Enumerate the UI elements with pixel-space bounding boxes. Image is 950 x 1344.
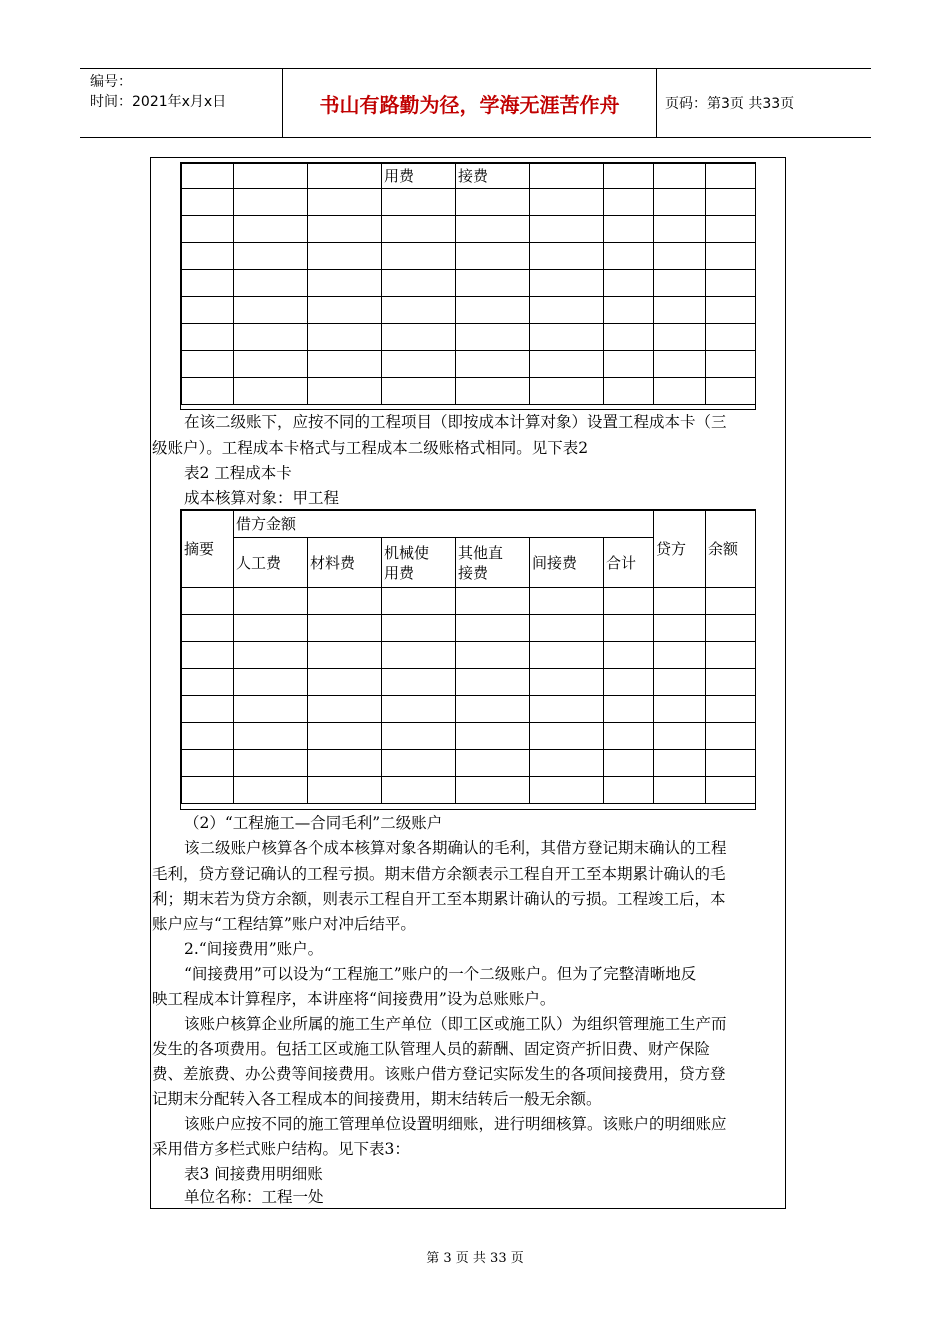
table-cell — [530, 189, 604, 216]
table-cell — [654, 351, 706, 378]
table1-cell: 用费 — [382, 164, 456, 189]
table-cell — [382, 588, 456, 615]
paragraph4-line2: 发生的各项费用。包括工区或施工队管理人员的薪酬、固定资产折旧费、财产保险 — [152, 1040, 711, 1058]
table-cell — [654, 588, 706, 615]
table-cell — [234, 750, 308, 777]
table-cell — [530, 588, 604, 615]
table-row — [182, 270, 756, 297]
table-cell — [382, 216, 456, 243]
table-cell — [604, 669, 654, 696]
table-cell — [654, 696, 706, 723]
table-cell — [234, 189, 308, 216]
table-cell — [456, 642, 530, 669]
table-cell — [654, 723, 706, 750]
paragraph4-line4: 记期末分配转入各工程成本的间接费用，期末结转后一般无余额。 — [152, 1090, 602, 1108]
table-row — [182, 378, 756, 405]
table-cell — [456, 216, 530, 243]
table-cell — [234, 615, 308, 642]
table-cell — [234, 324, 308, 351]
table-cell — [308, 777, 382, 804]
table-cell — [654, 378, 706, 405]
table-cell — [382, 669, 456, 696]
table2-cost-object: 成本核算对象：甲工程 — [184, 489, 340, 507]
machine-cost-header — [382, 538, 456, 588]
other-direct-cost-header — [456, 538, 530, 588]
table-cell — [234, 378, 308, 405]
table1-cell — [234, 164, 308, 189]
table-cell — [530, 615, 604, 642]
paragraph5-line1: 该账户应按不同的施工管理单位设置明细账，进行明细核算。该账户的明细账应 — [184, 1115, 727, 1133]
table-cell — [182, 669, 234, 696]
table-cell — [182, 189, 234, 216]
section3-title: 2.“间接费用”账户。 — [184, 940, 324, 958]
table-row — [182, 642, 756, 669]
table-cell — [182, 723, 234, 750]
table-cell — [456, 297, 530, 324]
table-row — [182, 696, 756, 723]
header-motto: 书山有路勤为径，学海无涯苦作舟 — [282, 69, 657, 137]
table-cell — [308, 324, 382, 351]
table-row — [182, 750, 756, 777]
table-cell — [182, 615, 234, 642]
table-cell — [456, 378, 530, 405]
table-cell — [456, 324, 530, 351]
table-cell — [654, 669, 706, 696]
table-cell — [654, 216, 706, 243]
table-cell — [308, 750, 382, 777]
table-cell — [604, 588, 654, 615]
table-cell — [530, 378, 604, 405]
table-cell — [308, 723, 382, 750]
table-cell — [308, 615, 382, 642]
table-cell — [604, 189, 654, 216]
table-cell — [182, 243, 234, 270]
table-cell — [308, 189, 382, 216]
header-meta — [80, 69, 282, 137]
table-cell — [382, 189, 456, 216]
paragraph3-line1: “间接费用”可以设为“工程施工”账户的一个二级账户。但为了完整清晰地反 — [184, 965, 697, 983]
table-cell — [182, 696, 234, 723]
table-cell — [182, 378, 234, 405]
table-cell — [530, 669, 604, 696]
table-cell — [654, 189, 706, 216]
table-cell — [706, 297, 756, 324]
table-cell — [604, 243, 654, 270]
table-cell — [604, 324, 654, 351]
paragraph2-line4: 账户应与“工程结算”账户对冲后结平。 — [152, 915, 416, 933]
labor-cost-header: 人工费 — [234, 538, 308, 588]
table-cell — [308, 270, 382, 297]
table-cell — [456, 243, 530, 270]
table-cell — [308, 642, 382, 669]
table-cell — [234, 216, 308, 243]
table-cell — [308, 696, 382, 723]
table-cell — [706, 696, 756, 723]
section2-title: （2）“工程施工—合同毛利”二级账户 — [184, 814, 443, 832]
table1-cell: 接费 — [456, 164, 530, 189]
table-row — [182, 615, 756, 642]
table-cell — [382, 270, 456, 297]
table-cell — [456, 723, 530, 750]
table-cell — [382, 351, 456, 378]
table-cell — [234, 270, 308, 297]
table-cell — [182, 216, 234, 243]
table-cell — [308, 216, 382, 243]
table-cell — [706, 588, 756, 615]
debit-amount-header: 借方金额 — [234, 511, 654, 538]
table-cell — [530, 351, 604, 378]
table-cell — [234, 642, 308, 669]
table-cell — [706, 351, 756, 378]
table-cell — [604, 615, 654, 642]
paragraph1-line2: 级账户）。工程成本卡格式与工程成本二级账格式相同。见下表2 — [152, 439, 589, 457]
project-cost-card-table — [181, 510, 756, 804]
table1-cell — [530, 164, 604, 189]
machine-cost-line2: 用费 — [384, 563, 415, 582]
table-cell — [706, 642, 756, 669]
table-cell — [654, 297, 706, 324]
table-cell — [530, 696, 604, 723]
credit-header: 贷方 — [654, 511, 706, 588]
indirect-cost-header: 间接费 — [530, 538, 604, 588]
table-cell — [308, 378, 382, 405]
table1-cell — [654, 164, 706, 189]
table-cell — [604, 696, 654, 723]
other-direct-line1: 其他直 — [458, 543, 504, 562]
table-cell — [604, 297, 654, 324]
table1-cell — [706, 164, 756, 189]
table-cell — [234, 351, 308, 378]
table-cell — [234, 669, 308, 696]
table-cell — [456, 777, 530, 804]
table-cell — [604, 378, 654, 405]
table-cell — [456, 669, 530, 696]
machine-cost-line1: 机械使 — [384, 543, 430, 562]
table-cell — [604, 216, 654, 243]
table-cell — [456, 351, 530, 378]
table-cell — [706, 189, 756, 216]
table-cell — [604, 351, 654, 378]
table-cell — [530, 642, 604, 669]
table1-cell — [182, 164, 234, 189]
table-cell — [706, 270, 756, 297]
table-cell — [456, 588, 530, 615]
table-cell — [654, 777, 706, 804]
total-header: 合计 — [604, 538, 654, 588]
table-cell — [234, 588, 308, 615]
table-cell — [654, 243, 706, 270]
table1-header-row — [182, 164, 756, 189]
table-cell — [530, 750, 604, 777]
table-row — [182, 588, 756, 615]
table-row — [182, 723, 756, 750]
table-cell — [654, 270, 706, 297]
page-footer: 第 3 页 共 33 页 — [426, 1251, 524, 1266]
table-row — [182, 351, 756, 378]
table-row — [182, 189, 756, 216]
table-cell — [308, 297, 382, 324]
table-cell — [382, 642, 456, 669]
table-cell — [182, 297, 234, 324]
unit-name: 单位名称：工程一处 — [184, 1188, 324, 1206]
table-cell — [530, 723, 604, 750]
paragraph2-line1: 该二级账户核算各个成本核算对象各期确认的毛利，其借方登记期末确认的工程 — [184, 839, 727, 857]
table-cell — [382, 723, 456, 750]
table-cell — [706, 378, 756, 405]
table-cell — [382, 378, 456, 405]
table-cell — [604, 777, 654, 804]
table-cell — [706, 216, 756, 243]
table-cell — [706, 669, 756, 696]
table-cell — [382, 750, 456, 777]
table-cell — [308, 588, 382, 615]
table-cell — [308, 669, 382, 696]
table-cell — [654, 324, 706, 351]
table-cell — [182, 777, 234, 804]
table-cell — [706, 777, 756, 804]
table-cell — [382, 777, 456, 804]
date-label: 时间：2021年x月x日 — [90, 94, 227, 110]
table-cell — [706, 324, 756, 351]
table1-cell — [308, 164, 382, 189]
paragraph3-line2: 映工程成本计算程序，本讲座将“间接费用”设为总账账户。 — [152, 990, 556, 1008]
table-cell — [308, 243, 382, 270]
table-cell — [654, 750, 706, 777]
table-cell — [604, 750, 654, 777]
table-row — [182, 243, 756, 270]
table-cell — [706, 243, 756, 270]
table-row — [182, 777, 756, 804]
paragraph2-line3: 利；期末若为贷方余额，则表示工程自开工至本期累计确认的亏损。工程竣工后，本 — [152, 890, 726, 908]
table1-cell — [604, 164, 654, 189]
table-cell — [382, 297, 456, 324]
table-cell — [530, 216, 604, 243]
table-row — [182, 669, 756, 696]
table-row — [182, 297, 756, 324]
table-cell — [604, 270, 654, 297]
paragraph2-line2: 毛利，贷方登记确认的工程亏损。期末借方余额表示工程自开工至本期累计确认的毛 — [152, 865, 726, 883]
table-cell — [654, 642, 706, 669]
table-cell — [530, 777, 604, 804]
table-cell — [308, 351, 382, 378]
table-cell — [182, 642, 234, 669]
table-cell — [234, 696, 308, 723]
table-cell — [706, 615, 756, 642]
paragraph5-line2: 采用借方多栏式账户结构。见下表3： — [152, 1140, 410, 1158]
table-cell — [382, 324, 456, 351]
table-cell — [654, 615, 706, 642]
table-cell — [456, 750, 530, 777]
table-row — [182, 324, 756, 351]
balance-header: 余额 — [706, 511, 756, 588]
table-cell — [182, 351, 234, 378]
material-cost-header: 材料费 — [308, 538, 382, 588]
page-header — [80, 68, 871, 138]
table-cell — [456, 189, 530, 216]
table-cell — [530, 243, 604, 270]
table-cell — [234, 297, 308, 324]
table-cell — [456, 270, 530, 297]
table-cell — [182, 588, 234, 615]
table-cell — [234, 723, 308, 750]
table-row — [182, 216, 756, 243]
table-cell — [456, 696, 530, 723]
table-cell — [382, 696, 456, 723]
table-cell — [604, 723, 654, 750]
number-label: 编号： — [90, 74, 132, 90]
table-cell — [530, 324, 604, 351]
table-cell — [706, 750, 756, 777]
table2-header-row-1 — [182, 511, 756, 538]
header-page-code: 页码：第3页 共33页 — [665, 96, 795, 112]
paragraph4-line3: 费、差旅费、办公费等间接费用。该账户借方登记实际发生的各项间接费用，贷方登 — [152, 1065, 726, 1083]
table-cell — [182, 270, 234, 297]
table-cell — [530, 297, 604, 324]
table2-caption: 表2 工程成本卡 — [184, 464, 292, 482]
table-cell — [234, 243, 308, 270]
table-cell — [604, 642, 654, 669]
table-cell — [182, 324, 234, 351]
table-cell — [382, 615, 456, 642]
table3-caption: 表3 间接费用明细账 — [184, 1165, 323, 1183]
paragraph1-line1: 在该二级账下，应按不同的工程项目（即按成本计算对象）设置工程成本卡（三 — [184, 413, 727, 431]
table-cell — [382, 243, 456, 270]
table-cell — [530, 270, 604, 297]
table-cell — [706, 723, 756, 750]
table-cell — [182, 750, 234, 777]
table-cell — [456, 615, 530, 642]
summary-header: 摘要 — [182, 511, 234, 588]
cost-ledger-table-continued — [181, 163, 756, 405]
table-cell — [234, 777, 308, 804]
other-direct-line2: 接费 — [458, 563, 489, 582]
paragraph4-line1: 该账户核算企业所属的施工生产单位（即工区或施工队）为组织管理施工生产而 — [184, 1015, 727, 1033]
